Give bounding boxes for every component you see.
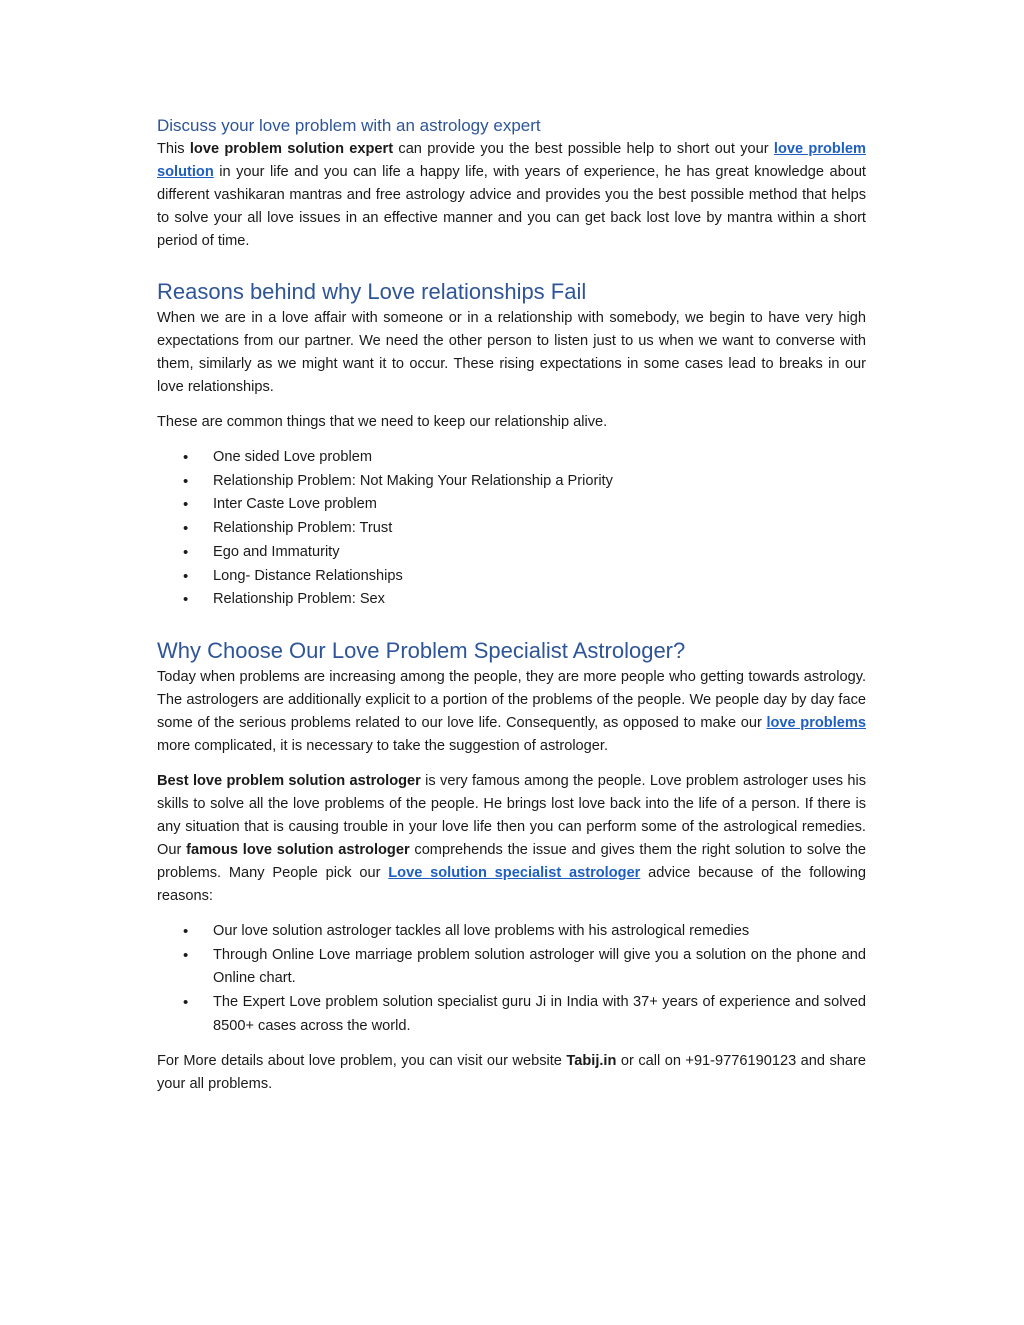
- link-love-problem-solution[interactable]: love problem solution: [157, 141, 866, 180]
- bold-website-name: Tabij.in: [566, 1053, 617, 1070]
- paragraph-common-things: These are common things that we need to keep our relationship alive.: [157, 414, 608, 430]
- paragraph-contact-details: For More details about love problem, you can visit our website Tabij.in or call on +91-9776190123 and share your all problems.: [157, 1053, 866, 1093]
- list-item: • Relationship Problem: Sex: [157, 588, 866, 612]
- list-item: • Our love solution astrologer tackles all love problems with his astrological remedies: [157, 920, 866, 944]
- list-item: • Inter Caste Love problem: [157, 493, 866, 517]
- paragraph-expert-intro: This love problem solution expert can provide you the best possible help to short out your love problem solution in your life and you can life a happy life, with years of experience, he has great knowledge about different vashikaran mantras and free astrology advice and provides you the best possible method that helps to solve your all love issues in an effective manner and you can get back lost love by mantra within a short period of time.: [157, 141, 866, 249]
- section-heading-reasons: Reasons behind why Love relationships Fail: [157, 279, 587, 304]
- bold-love-problem-solution-expert: love problem solution expert: [189, 141, 394, 157]
- list-item: • Relationship Problem: Trust: [157, 517, 866, 541]
- link-love-solution-specialist-astrologer[interactable]: Love solution specialist astrologer: [388, 864, 641, 881]
- bold-best-love-problem-solution-astrologer: Best love problem solution astrologer: [157, 772, 421, 789]
- bold-famous-love-solution-astrologer: famous love solution astrologer: [186, 841, 410, 858]
- list-item: • The Expert Love problem solution specialist guru Ji in India with 37+ years of experience and solved 8500+ cases across the world.: [157, 991, 866, 1038]
- list-item: • Long- Distance Relationships: [157, 565, 866, 589]
- section-heading-why-choose: Why Choose Our Love Problem Specialist Astrologer?: [157, 637, 686, 663]
- paragraph-reasons: When we are in a love affair with someone or in a relationship with somebody, we begin to have very high expectations from our partner. We need the other person to listen just to us when we want to converse with them, similarly as we might want it to occur. These rising expectations in some cases lead to breaks in our love relationships.: [157, 310, 866, 395]
- reasons-list: [157, 446, 866, 612]
- benefits-list: [157, 920, 866, 1039]
- section-heading-discuss: Discuss your love problem with an astrology expert: [157, 116, 541, 135]
- list-item: • Ego and Immaturity: [157, 541, 866, 565]
- list-item: • Relationship Problem: Not Making Your Relationship a Priority: [157, 470, 866, 494]
- paragraph-why-choose: Today when problems are increasing among the people, they are more people who getting towards astrology. The astrologers are additionally explicit to a portion of the problems of the people. We people day by day face some of the serious problems related to our love life. Consequently, as opposed to make our love problems more complicated, it is necessary to take the suggestion of astrologer.: [157, 668, 866, 754]
- list-item: • One sided Love problem: [157, 446, 866, 470]
- list-item: • Through Online Love marriage problem solution astrologer will give you a solution on the phone and Online chart.: [157, 944, 866, 991]
- link-love-problems[interactable]: love problems: [766, 714, 866, 731]
- paragraph-best-astrologer: Best love problem solution astrologer is very famous among the people. Love problem astrologer uses his skills to solve all the love problems of the people. He brings lost love back into the life of a person. If there is any situation that is causing trouble in your love life then you can perform some of the astrological remedies. Our famous love solution astrologer comprehends the issue and gives them the right solution to solve the problems. Many People pick our Love solution specialist astrologer advice because of the following reasons:: [157, 772, 866, 904]
- document-page: [157, 114, 866, 1096]
